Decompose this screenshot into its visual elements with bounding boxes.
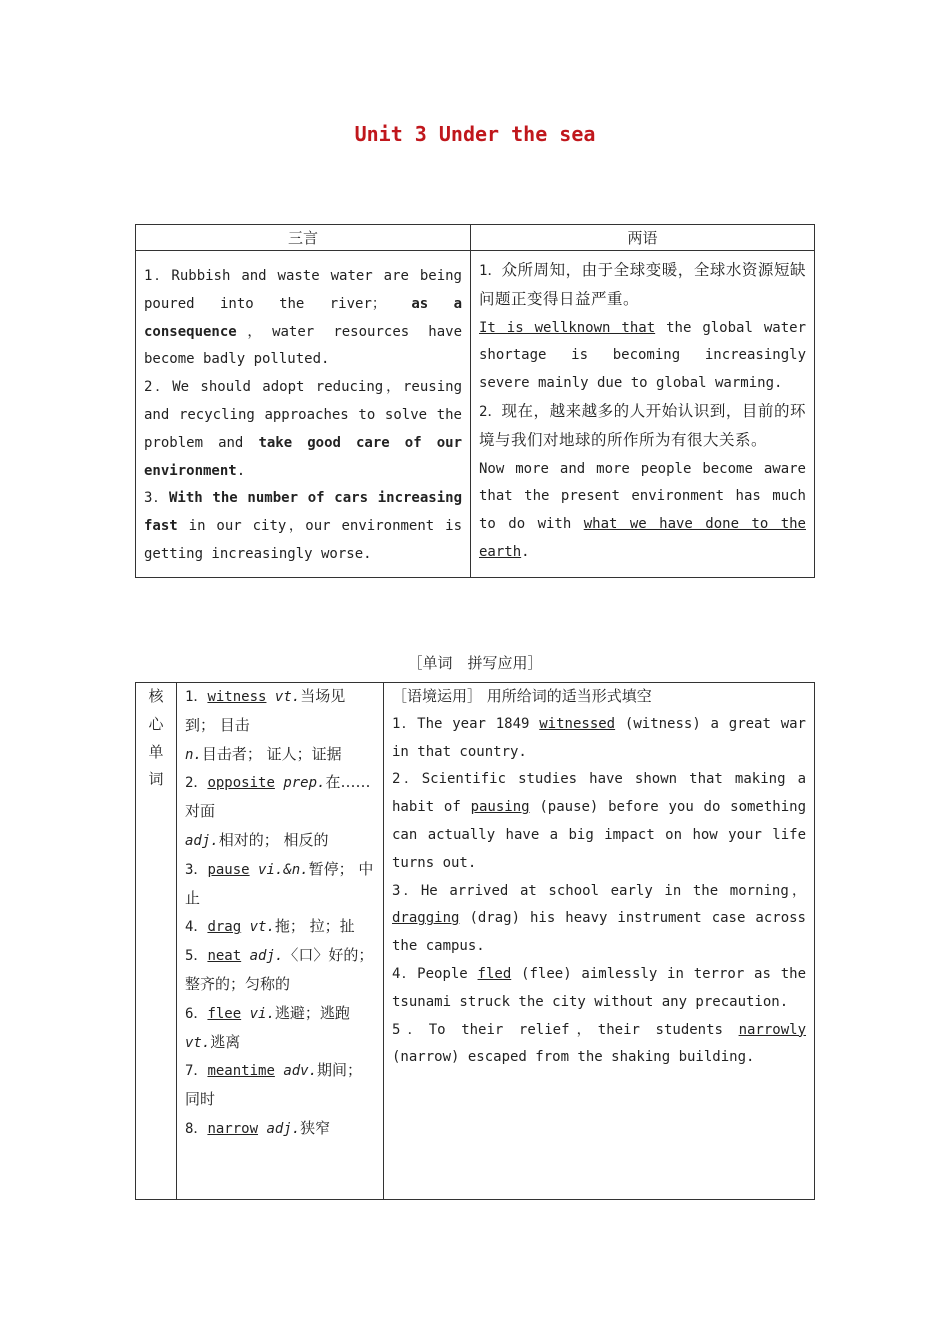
text: . [236,462,246,479]
key-phrase: With the number of cars increasing fast [144,490,462,535]
exercise-item [392,878,806,961]
category-cell [136,683,177,1200]
chinese-prompt: 众所周知，由于全球变暖，全球水资源短缺问题正变得日益严重。 [479,261,806,308]
number: 7． [185,1063,208,1080]
sentences-table [135,224,815,578]
number: 8． [185,1120,208,1137]
col-header-sanyan: 三言 [136,225,471,251]
text: The year 1849 [417,715,530,732]
page-title: Unit 3 Under the sea [354,122,596,146]
sentence-1 [479,257,806,315]
text: (drag) his heavy instrument case across the campus. [392,910,806,955]
word-entry [185,856,375,914]
sentence-2 [479,398,806,456]
number: 6． [185,1005,208,1022]
answer: narrowly [738,1021,806,1038]
text: We should adopt reducing，reusing and recycling approaches to solve the problem and [144,379,462,451]
category-char: 核 [148,687,164,705]
text: . [521,543,530,560]
text: He arrived at school early in the morning， [420,882,806,899]
pos: adv. [283,1063,318,1080]
word-entry-extra [185,827,375,856]
sentence-1 [144,263,462,374]
word-list-cell [177,683,384,1200]
text: (witness) a great war in that country. [392,715,806,760]
key-phrase: as a consequence [144,295,462,340]
pos: adj. [249,948,284,965]
sanyan-cell [136,251,471,578]
pos: adj. [266,1120,301,1137]
answer: pausing [470,799,530,816]
meaning: 目击者； 证人；证据 [201,744,342,763]
sentence-2 [144,374,462,485]
word-entry-extra [185,741,375,770]
answer: witnessed [539,715,616,732]
word-entry [185,1057,375,1115]
category-char: 心 [148,714,164,733]
pos: vi.&n. [258,861,309,878]
meaning: 在……对面 [185,773,371,821]
pos: prep. [283,775,326,792]
vocabulary-table [135,682,815,1200]
exercise-item [392,961,806,1017]
number: 5． [185,948,208,965]
text: To their relief，their students [428,1021,723,1038]
text: the global water shortage is becoming increasingly severe mainly due to global warming. [479,319,806,392]
number: 1． [144,268,172,284]
translation-1 [479,315,806,398]
word: witness [207,689,267,705]
word-entry [185,1000,375,1029]
text: (narrow) escaped from the shaking building. [392,1049,755,1066]
number: 3． [392,882,421,899]
category-char: 词 [148,770,164,789]
answer: fled [477,965,512,982]
answer: dragging [392,910,460,927]
text: (flee) aimlessly in terror as the tsunami struck the city without any precaution. [392,965,806,1010]
number: 2． [479,403,502,420]
number: 3． [185,861,208,878]
section-title: ［单词 拼写应用］ [407,654,543,672]
number: 1． [479,263,502,279]
number: 5． [392,1021,429,1038]
word: drag [207,919,242,936]
meaning: 期间；同时 [185,1061,363,1109]
liangyu-cell [471,251,815,578]
pos: vt. [274,689,301,705]
pos: vi. [249,1005,275,1022]
number: 3． [144,490,169,507]
col-header-liangyu: 两语 [471,225,815,251]
exercise-header: ［语境运用］ 用所给词的适当形式填空 [392,687,652,705]
number: 1． [392,715,418,732]
text: Rubbish and waste water are being poured into the river； [144,268,462,312]
number: 4． [392,965,418,982]
key-phrase: take good care of our environment [144,434,462,479]
number: 2． [144,379,173,396]
meaning: 相对的； 相反的 [218,830,329,849]
number: 4． [185,919,208,936]
category-char: 单 [148,742,164,761]
exercise-cell [384,683,815,1200]
word: narrow [207,1120,259,1137]
meaning: 狭窄 [300,1118,331,1137]
answer: It is wellknown that [479,319,656,336]
meaning: 〈口〉好的；整齐的；匀称的 [185,946,374,993]
exercise-item [392,711,806,767]
word-entry [185,683,375,741]
pos: adj. [185,832,219,849]
chinese-prompt: 现在，越来越多的人开始认识到，目前的环境与我们对地球的所作所为有很大关系。 [479,401,806,449]
word-entry [185,769,375,827]
pos: n. [185,746,202,763]
text: Scientific studies have shown that making a habit of [392,771,806,816]
text: (pause) before you do something can actually have a big impact on how your life turns out. [392,799,807,871]
meaning: 逃避；逃跑 [274,1003,350,1022]
text: Now more and more people become aware that the present environment has much to do with [479,460,806,533]
word: flee [207,1005,242,1022]
text: ，water resources have become badly polluted. [144,323,462,368]
word: meantime [207,1063,275,1080]
word-entry [185,942,375,1000]
number: 1． [185,689,208,705]
number: 2． [392,771,422,788]
meaning: 拖； 拉；扯 [274,917,355,936]
text: People [417,965,468,982]
exercise-item [392,1017,806,1073]
number: 2． [185,775,208,792]
meaning: 暂停； 中止 [185,859,374,907]
text: in our city，our environment is getting increasingly worse. [144,518,462,562]
word-entry [185,913,375,942]
translation-2 [479,456,806,567]
meaning: 逃离 [210,1032,241,1051]
exercise-item [392,766,806,877]
pos: vt. [249,919,275,936]
word-entry-extra [185,1029,375,1058]
sentence-3 [144,485,462,568]
meaning: 当场见到； 目击 [185,687,346,734]
word: opposite [207,775,275,792]
pos: vt. [185,1034,211,1051]
word: neat [207,948,242,965]
word-entry [185,1115,375,1144]
word: pause [207,861,250,878]
answer: what we have done to the earth [479,516,806,560]
